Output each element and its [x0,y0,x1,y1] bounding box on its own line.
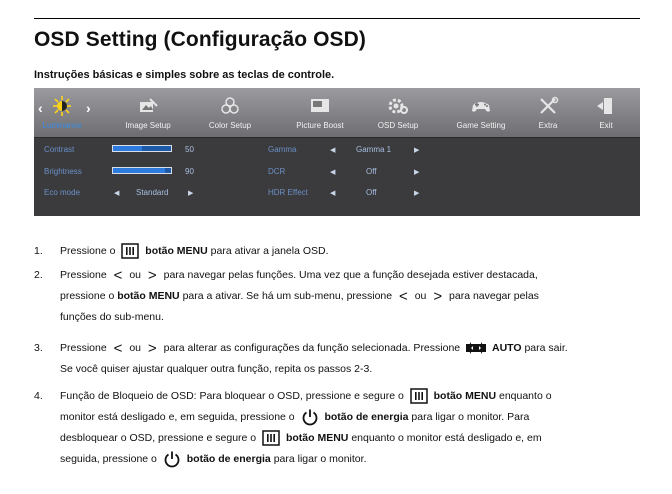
step-number: 1. [34,245,43,257]
step-text: Pressione [60,342,107,354]
menu-key-icon [410,388,428,404]
osd-right-arrow-icon: › [86,100,91,116]
osd-left-triangle-icon: ◀ [330,190,336,197]
osd-contrast-slider [112,145,172,152]
step-text: funções do sub-menu. [60,311,164,323]
osd-tab-game-setting [446,88,516,138]
step-text: para alterar as configurações da função selecionada. Pressione [163,342,461,354]
power-button-text: botão de energia [324,411,409,423]
sun-icon [51,96,73,116]
step-text: para navegar pelas funções. Uma vez que a função desejada estiver destacada, [163,269,538,281]
step-text: ou [129,269,141,281]
osd-tab-exit [586,88,626,138]
step-text: Pressione o [60,245,116,257]
osd-dcr-label: DCR [268,167,286,176]
step-text: para ligar o monitor. Para [411,411,530,423]
step-text: ou [129,342,141,354]
osd-gamma-value: Gamma 1 [356,145,392,154]
step-text: Pressione [60,269,107,281]
osd-right-triangle-icon: ▶ [188,190,194,197]
page-title: OSD Setting (Configuração OSD) [34,28,367,51]
step-text: para navegar pelas [449,290,539,302]
osd-tab-label: Picture Boost [296,121,344,130]
menu-button-text: botão MENU [285,432,349,444]
color-setup-icon [219,96,241,116]
step-text: Se você quiser ajustar qualquer outra função, repita os passos 2-3. [60,363,373,375]
left-chevron-icon: < [399,288,408,305]
menu-key-icon [262,430,280,446]
osd-tab-luminance [40,88,84,138]
osd-brightness-label: Brightness [44,167,82,176]
tools-icon [537,96,559,116]
osd-contrast-label: Contrast [44,145,75,154]
osd-left-arrow-icon: ‹ [38,100,43,116]
osd-brightness-slider [112,167,172,174]
menu-key-icon [121,243,139,259]
step-number: 3. [34,342,43,354]
osd-left-triangle-icon: ◀ [330,147,336,154]
image-setup-icon [137,96,159,116]
menu-button-text: botão MENU [117,290,180,302]
step-text: para a ativar. Se há um sub-menu, pressione [182,290,393,302]
step-text: monitor está desligado e, em seguida, pressione o [60,411,295,423]
osd-left-triangle-icon: ◀ [114,190,120,197]
top-rule [34,18,640,19]
step-number: 2. [34,269,43,281]
step-text: Função de Bloqueio de OSD: Para bloquear o OSD, pressione e segure o [60,390,404,402]
step-text: seguida, pressione o [60,453,157,465]
right-chevron-icon: > [147,340,157,357]
osd-contrast-value: 50 [185,145,194,154]
osd-tab-osd-setup [368,88,428,138]
step-text: ou [414,290,427,302]
osd-right-triangle-icon: ▶ [414,147,420,154]
osd-tab-label: Extra [538,121,558,130]
menu-button-text: botão MENU [145,245,208,257]
osd-tab-extra [528,88,568,138]
page-subtitle: Instruções básicas e simples sobre as teclas de controle. [34,69,335,81]
step-text: pressione o [60,290,115,302]
step-text: enquanto o [498,390,552,402]
osd-right-triangle-icon: ▶ [414,169,420,176]
osd-tab-image-setup [118,88,178,138]
osd-gamma-label: Gamma [268,145,297,154]
right-chevron-icon: > [433,288,443,305]
osd-hdr-label: HDR Effect [268,188,308,197]
step-text: para ligar o monitor. [273,453,367,465]
left-chevron-icon: < [113,340,123,357]
power-icon [163,450,181,468]
step-text: para sair. [524,342,568,354]
osd-brightness-value: 90 [185,167,194,176]
step-text: enquanto o monitor está desligado e, em [351,432,542,444]
auto-button-text: AUTO [491,342,522,354]
step-number: 4. [34,390,43,402]
step-text: para ativar a janela OSD. [210,245,329,257]
osd-tab-label: OSD Setup [377,121,419,130]
osd-setup-icon [387,96,409,116]
osd-hdr-value: Off [366,188,377,197]
power-button-text: botão de energia [186,453,271,465]
osd-right-triangle-icon: ▶ [414,190,420,197]
picture-boost-icon [309,96,331,116]
osd-tab-label: Game Setting [456,121,506,130]
osd-dcr-value: Off [366,167,377,176]
auto-key-icon [466,341,486,355]
right-chevron-icon: > [147,267,157,284]
osd-tab-label: Color Setup [208,121,252,130]
step-text: desbloquear o OSD, pressione e segure o [60,432,257,444]
osd-eco-label: Eco mode [44,188,81,197]
osd-tab-picture-boost [288,88,352,138]
osd-left-triangle-icon: ◀ [330,169,336,176]
osd-tab-label: Luminance [42,121,82,130]
left-chevron-icon: < [113,267,123,284]
osd-tab-color-setup [200,88,260,138]
osd-top-bar [34,88,640,138]
osd-menu-illustration [34,88,640,216]
power-icon [301,408,319,426]
osd-tab-label: Exit [599,121,613,130]
exit-icon [595,96,617,116]
osd-tab-label: Image Setup [125,121,171,130]
osd-eco-value: Standard [136,188,169,197]
menu-button-text: botão MENU [433,390,497,402]
gamepad-icon [470,96,492,116]
